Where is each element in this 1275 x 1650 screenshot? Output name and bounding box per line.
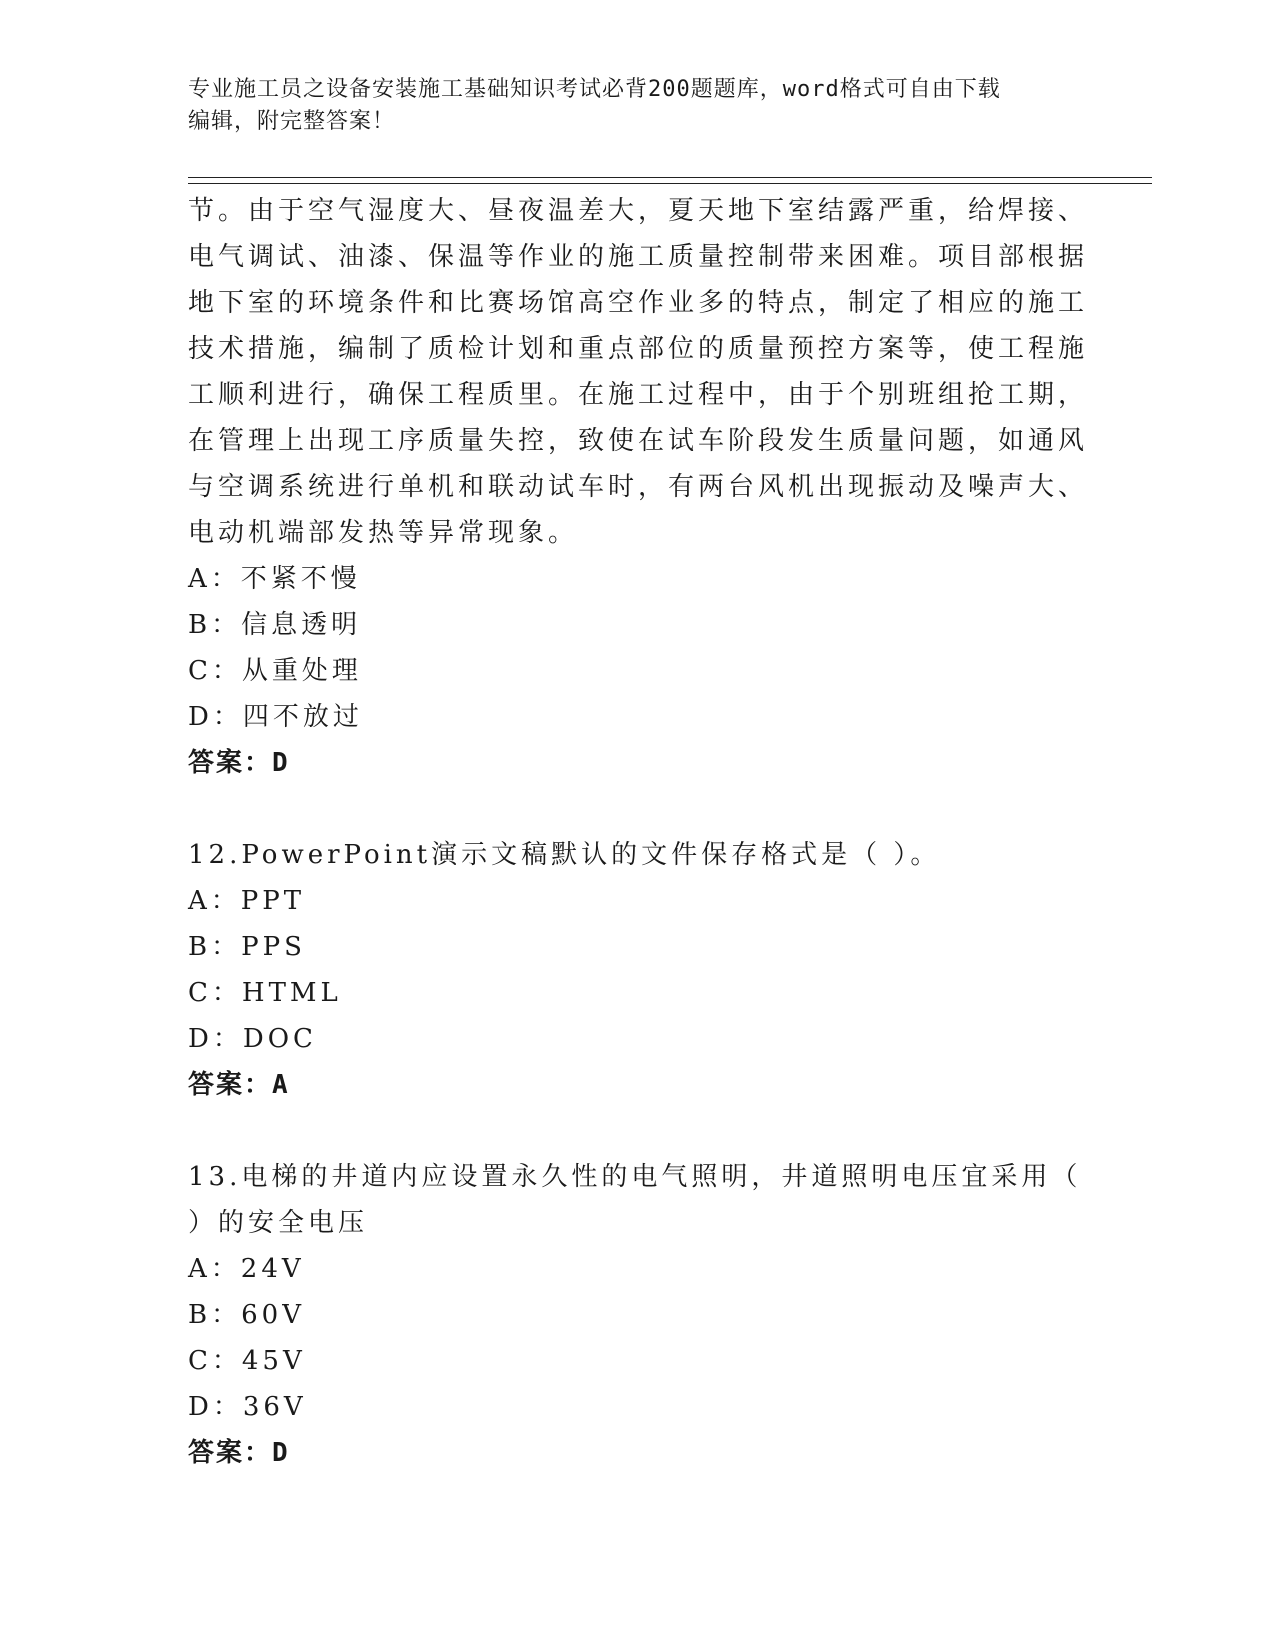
question-text-line: 技术措施，编制了质检计划和重点部位的质量预控方案等，使工程施 [188,334,1089,364]
question-text-line: 电气调试、油漆、保温等作业的施工质量控制带来困难。项目部根据 [188,242,1089,272]
option-b: B：PPS [188,932,306,962]
header-title-line-2: 编辑，附完整答案！ [188,109,396,134]
answer-line: 答案：D [188,1438,290,1468]
answer-line: 答案：D [188,748,290,778]
question-text-line: 与空调系统进行单机和联动试车时，有两台风机出现振动及噪声大、 [188,472,1089,502]
header-divider-bottom [188,183,1152,184]
question-text-line: 地下室的环境条件和比赛场馆高空作业多的特点，制定了相应的施工 [188,288,1089,318]
question-text-line: 电动机端部发热等异常现象。 [188,518,579,548]
option-c: C：从重处理 [188,656,362,686]
question-text-line: ）的安全电压 [188,1208,369,1238]
option-b: B：60V [188,1300,305,1330]
answer-line: 答案：A [188,1070,290,1100]
question-11 [188,188,1088,786]
question-12 [188,832,1088,1108]
question-text-line: 工顺利进行，确保工程质里。在施工过程中，由于个别班组抢工期， [188,380,1089,410]
option-a: A：PPT [188,886,306,916]
header-title-line-1: 专业施工员之设备安装施工基础知识考试必背200题题库，word格式可自由下载 [188,77,1001,102]
document-header [188,74,1088,138]
question-text-line: 13.电梯的井道内应设置永久性的电气照明，井道照明电压宜采用（ [188,1162,1082,1192]
option-a: A：不紧不慢 [188,564,361,594]
question-spacer [188,1108,1088,1154]
option-c: C：45V [188,1346,306,1376]
option-a: A：24V [188,1254,305,1284]
option-b: B：信息透明 [188,610,362,640]
document-body [188,188,1088,1476]
question-text-line: 节。由于空气湿度大、昼夜温差大，夏天地下室结露严重，给焊接、 [188,196,1089,226]
option-d: D：DOC [188,1024,317,1054]
option-d: D：四不放过 [188,702,363,732]
option-d: D：36V [188,1392,307,1422]
question-13 [188,1154,1088,1476]
header-divider-top [188,177,1152,178]
question-text-line: 在管理上出现工序质量失控，致使在试车阶段发生质量问题，如通风 [188,426,1089,456]
question-spacer [188,786,1088,832]
question-text-line: 12.PowerPoint演示文稿默认的文件保存格式是（ ）。 [188,840,941,870]
option-c: C：HTML [188,978,342,1008]
